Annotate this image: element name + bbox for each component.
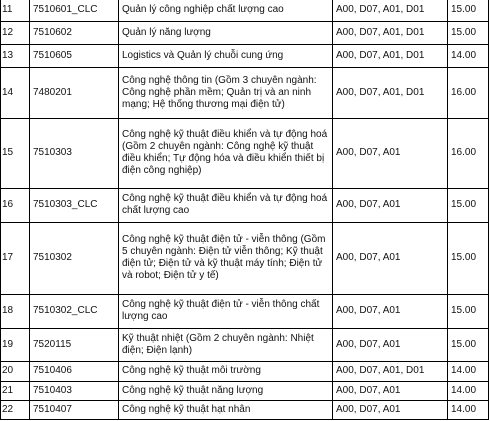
- major-name: Quản lý công nghiệp chất lượng cao: [119, 0, 333, 21]
- row-number: 18: [1, 294, 30, 328]
- table-row: [1, 328, 489, 361]
- cutoff-score: 14.00: [448, 44, 489, 67]
- major-name: Công nghệ kỹ thuật điện tử - viễn thông chất lượng cao: [119, 294, 333, 328]
- table-row: [1, 294, 489, 328]
- major-code: 7510403: [30, 381, 119, 400]
- major-name: Logistics và Quản lý chuỗi cung ứng: [119, 44, 333, 67]
- row-number: 16: [1, 188, 30, 222]
- row-number: 15: [1, 118, 30, 188]
- subject-combination: A00, D07, A01: [333, 400, 448, 419]
- row-number: 13: [1, 44, 30, 67]
- subject-combination: A00, D07, A01, D01: [333, 44, 448, 67]
- subject-combination: A00, D07, A01: [333, 188, 448, 222]
- subject-combination: A00, D07, A01: [333, 294, 448, 328]
- cutoff-score: 15.00: [448, 294, 489, 328]
- table-row: [1, 188, 489, 222]
- subject-combination: A00, D07, A01, D01: [333, 67, 448, 118]
- major-code: 7510406: [30, 361, 119, 381]
- subject-combination: A00, D07, A01: [333, 222, 448, 294]
- table-row: [1, 381, 489, 400]
- major-name: Công nghệ thông tin (Gồm 3 chuyên ngành: Công nghệ phần mềm; Quản trị và an ninh mạng; Hệ thống thương mại điện tử): [119, 67, 333, 118]
- major-name: Công nghệ kỹ thuật môi trường: [119, 361, 333, 381]
- major-code: 7510303_CLC: [30, 188, 119, 222]
- cutoff-score: 15.00: [448, 222, 489, 294]
- row-number: 17: [1, 222, 30, 294]
- subject-combination: A00, D07, A01: [333, 118, 448, 188]
- cutoff-score: 15.00: [448, 188, 489, 222]
- table-row: [1, 67, 489, 118]
- row-number: 19: [1, 328, 30, 361]
- major-code: 7520115: [30, 328, 119, 361]
- subject-combination: A00, D07, A01: [333, 328, 448, 361]
- major-name: Công nghệ kỹ thuật điều khiển và tự động hoá (Gồm 2 chuyên ngành: Công nghệ kỹ thuật điều khiển; Tự động hóa và điều khiển thiết bị điện công nghiệp): [119, 118, 333, 188]
- row-number: 11: [1, 0, 30, 21]
- row-number: 21: [1, 381, 30, 400]
- table-body: [1, 0, 489, 419]
- cutoff-score: 16.00: [448, 67, 489, 118]
- table-row: [1, 44, 489, 67]
- major-name: Công nghệ kỹ thuật năng lượng: [119, 381, 333, 400]
- row-number: 20: [1, 361, 30, 381]
- major-name: Quản lý năng lượng: [119, 21, 333, 44]
- major-code: 7510407: [30, 400, 119, 419]
- major-name: Công nghệ kỹ thuật hạt nhân: [119, 400, 333, 419]
- subject-combination: A00, D07, A01, D01: [333, 21, 448, 44]
- subject-combination: A00, D07, A01, D01: [333, 361, 448, 381]
- major-code: 7510303: [30, 118, 119, 188]
- cutoff-score: 15.00: [448, 21, 489, 44]
- cutoff-score: 16.00: [448, 118, 489, 188]
- table-row: [1, 118, 489, 188]
- major-code: 7510302_CLC: [30, 294, 119, 328]
- table-row: [1, 400, 489, 419]
- subject-combination: A00, D07, A01, D01: [333, 0, 448, 21]
- cutoff-score: 14.00: [448, 381, 489, 400]
- row-number: 12: [1, 21, 30, 44]
- major-name: Kỹ thuật nhiệt (Gồm 2 chuyên ngành: Nhiệt điện; Điện lạnh): [119, 328, 333, 361]
- major-name: Công nghệ kỹ thuật điện tử - viễn thông (Gồm 5 chuyên ngành: Điện tử viễn thông; Kỹ thuật điện tử; Điện tử và kỹ thuật máy tính; Điện tử và robot; Điện tử y tế): [119, 222, 333, 294]
- table-row: [1, 361, 489, 381]
- major-code: 7510601_CLC: [30, 0, 119, 21]
- table-row: [1, 222, 489, 294]
- major-code: 7480201: [30, 67, 119, 118]
- row-number: 14: [1, 67, 30, 118]
- subject-combination: A00, D07, A01: [333, 381, 448, 400]
- major-code: 7510302: [30, 222, 119, 294]
- cutoff-score: 15.00: [448, 0, 489, 21]
- table-row: [1, 21, 489, 44]
- major-code: 7510605: [30, 44, 119, 67]
- cutoff-score: 14.00: [448, 361, 489, 381]
- table-row: [1, 0, 489, 21]
- major-code: 7510602: [30, 21, 119, 44]
- cutoff-score: 14.00: [448, 400, 489, 419]
- row-number: 22: [1, 400, 30, 419]
- cutoff-score: 15.00: [448, 328, 489, 361]
- major-name: Công nghệ kỹ thuật điều khiển và tự động hoá chất lượng cao: [119, 188, 333, 222]
